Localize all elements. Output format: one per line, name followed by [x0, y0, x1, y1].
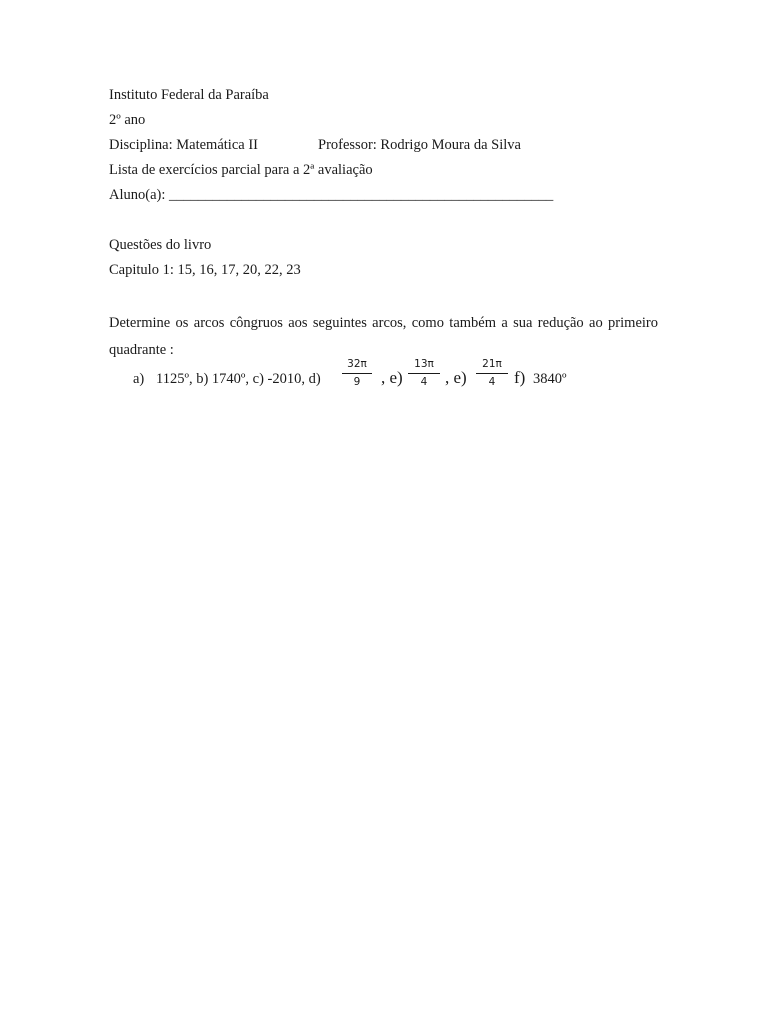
item-e2-separator: , e) [445, 368, 467, 387]
item-a-marker: a) [133, 371, 145, 387]
item-f-value: 3840º [533, 371, 567, 387]
item-f-marker: f) [514, 368, 526, 387]
fraction-e2 [476, 358, 508, 389]
fraction-e1-denominator: 4 [420, 376, 428, 388]
items-a-to-d: 1125º, b) 1740º, c) -2010, d) [156, 371, 321, 387]
fraction-e2-denominator: 4 [488, 376, 496, 388]
student-name-field: Aluno(a): _____________________________________________________ [109, 187, 554, 203]
fraction-e1-numerator: 13π [408, 358, 440, 374]
exercise-statement: Determine os arcos côngruos aos seguintes arcos, como também a sua redução ao primeiro quadrante : [109, 315, 658, 358]
fraction-e2-numerator: 21π [476, 358, 508, 374]
list-title: Lista de exercícios parcial para a 2ª avaliação [109, 162, 373, 178]
fraction-d-denominator: 9 [353, 376, 361, 388]
fraction-e1 [408, 358, 440, 389]
professor-label: Professor: Rodrigo Moura da Silva [318, 137, 521, 153]
exercise-items [133, 358, 653, 398]
fraction-d-numerator: 32π [342, 358, 372, 374]
discipline-row [109, 136, 521, 154]
institution-name: Instituto Federal da Paraíba [109, 87, 269, 103]
book-questions-heading: Questões do livro [109, 237, 212, 253]
fraction-d [342, 358, 372, 389]
item-e-separator: , e) [381, 368, 403, 387]
book-chapter-questions: Capitulo 1: 15, 16, 17, 20, 22, 23 [109, 262, 301, 278]
discipline-label: Disciplina: Matemática II [109, 137, 258, 153]
school-year: 2º ano [109, 112, 146, 128]
